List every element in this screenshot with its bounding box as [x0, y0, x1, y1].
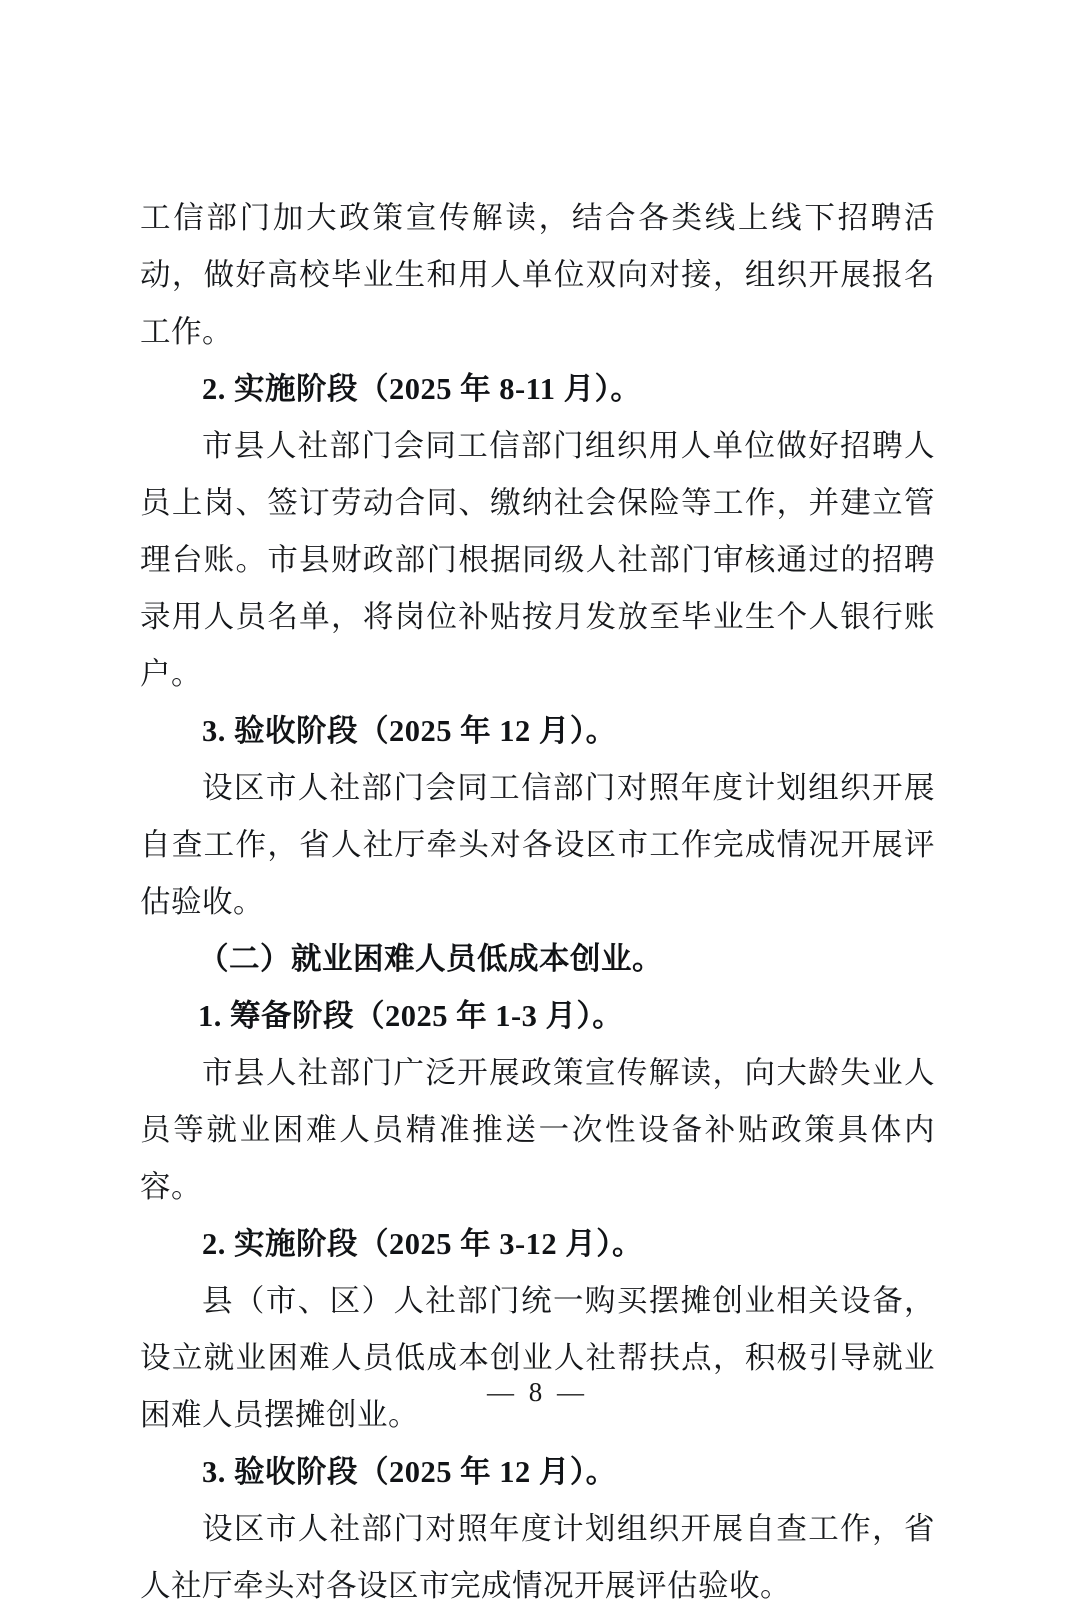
heading-section-two: （二）就业困难人员低成本创业。	[198, 942, 663, 976]
heading-acceptance-phase-1: 3. 验收阶段（2025 年 12 月）。	[202, 714, 617, 748]
paragraph-3: 设区市人社部门会同工信部门对照年度计划组织开展自查工作，省人社厅牵头对各设区市工作完成情况开展评估验收。	[140, 771, 935, 919]
paragraph-6: 设区市人社部门对照年度计划组织开展自查工作，省人社厅牵头对各设区市完成情况开展评估验收。	[140, 1512, 935, 1603]
page-footer	[0, 1377, 1075, 1408]
heading-acceptance-phase-2: 3. 验收阶段（2025 年 12 月）。	[202, 1455, 617, 1489]
paragraph-5: 县（市、区）人社部门统一购买摆摊创业相关设备，设立就业困难人员低成本创业人社帮扶点，积极引导就业困难人员摆摊创业。	[140, 1284, 935, 1432]
page-number: — 8 —	[487, 1377, 588, 1407]
heading-preparation-phase: 1. 筹备阶段（2025 年 1-3 月）。	[198, 999, 624, 1033]
paragraph-4: 市县人社部门广泛开展政策宣传解读，向大龄失业人员等就业困难人员精准推送一次性设备补贴政策具体内容。	[140, 1056, 935, 1204]
paragraph-2: 市县人社部门会同工信部门组织用人单位做好招聘人员上岗、签订劳动合同、缴纳社会保险等工作，并建立管理台账。市县财政部门根据同级人社部门审核通过的招聘录用人员名单，将岗位补贴按月发放至毕业生个人银行账户。	[140, 429, 935, 691]
heading-implementation-phase-2: 2. 实施阶段（2025 年 3-12 月）。	[202, 1227, 644, 1261]
paragraph-1: 工信部门加大政策宣传解读，结合各类线上线下招聘活动，做好高校毕业生和用人单位双向对接，组织开展报名工作。	[140, 201, 935, 349]
heading-implementation-phase-1: 2. 实施阶段（2025 年 8-11 月）。	[202, 372, 642, 406]
